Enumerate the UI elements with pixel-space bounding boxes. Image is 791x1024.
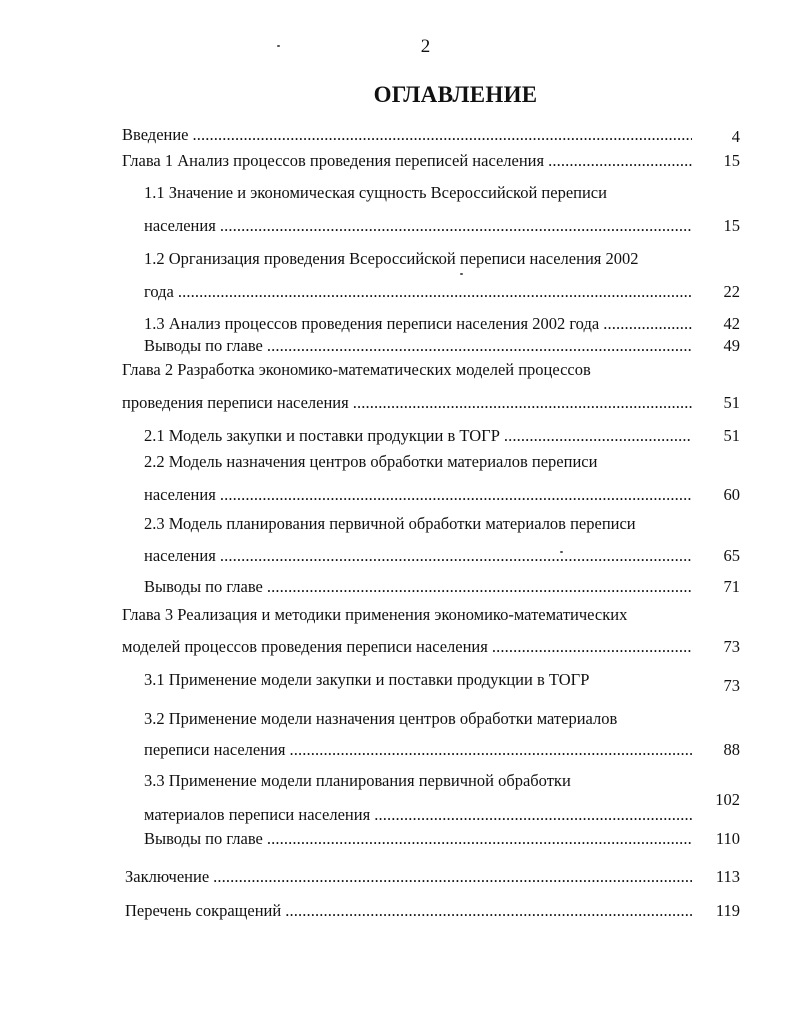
dot-leader xyxy=(178,282,692,302)
toc-entry-chapter-1[interactable] xyxy=(122,151,692,171)
toc-entry-text: Перечень сокращений xyxy=(125,901,282,920)
toc-entry-text: проведения переписи населения xyxy=(122,393,349,412)
scan-speck xyxy=(460,273,463,275)
toc-entry-1-2[interactable] xyxy=(144,282,692,302)
toc-entry-2-3[interactable] xyxy=(144,546,692,566)
toc-entry-text: переписи населения xyxy=(144,740,286,759)
toc-entry-3-2[interactable] xyxy=(144,740,692,760)
toc-entry-1-2-line1[interactable]: 1.2 Организация проведения Всероссийской переписи населения 2002 xyxy=(144,249,639,268)
toc-page-number: 73 xyxy=(723,676,740,695)
toc-entry-text: Выводы по главе xyxy=(144,336,263,355)
toc-page-number: 49 xyxy=(723,336,740,355)
toc-entry-text: Глава 1 Анализ процессов проведения переписей населения xyxy=(122,151,545,170)
toc-entry-text: материалов переписи населения xyxy=(144,805,371,824)
toc-page-number: 73 xyxy=(723,637,740,656)
toc-entry-text: населения xyxy=(144,485,216,504)
toc-page-number: 65 xyxy=(723,546,740,565)
toc-page-number: 4 xyxy=(731,127,740,146)
dot-leader xyxy=(213,867,692,887)
toc-entry-abbreviations[interactable] xyxy=(125,901,692,921)
page-number: 2 xyxy=(420,36,431,57)
toc-entry-text: 2.1 Модель закупки и поставки продукции в ТОГР xyxy=(144,426,500,445)
dot-leader xyxy=(267,577,692,597)
toc-page-number: 22 xyxy=(723,282,740,301)
toc-entry-2-2-line1[interactable]: 2.2 Модель назначения центров обработки материалов переписи xyxy=(144,452,598,471)
dot-leader xyxy=(267,336,692,356)
toc-page-number: 119 xyxy=(715,901,740,920)
dot-leader xyxy=(220,216,692,236)
toc-page-number: 71 xyxy=(723,577,740,596)
toc-page-number: 113 xyxy=(715,867,740,886)
toc-page-number: 51 xyxy=(723,393,740,412)
toc-entry-2-1[interactable] xyxy=(144,426,692,446)
toc-entry-text: года xyxy=(144,282,174,301)
toc-entry-3-2-line1[interactable]: 3.2 Применение модели назначения центров обработки материалов xyxy=(144,709,618,728)
toc-entry-chapter-3-line1[interactable]: Глава 3 Реализация и методики применения экономико-математических xyxy=(122,605,628,624)
toc-entry-chapter-1-conclusions[interactable] xyxy=(144,336,692,356)
toc-entry-text: Выводы по главе xyxy=(144,577,263,596)
toc-entry-text: Выводы по главе xyxy=(144,829,263,848)
toc-entry-text: населения xyxy=(144,216,216,235)
toc-entry-3-3-line1[interactable]: 3.3 Применение модели планирования первичной обработки xyxy=(144,771,571,790)
toc-page-number: 60 xyxy=(723,485,740,504)
toc-title: ОГЛАВЛЕНИЕ xyxy=(373,82,538,107)
toc-entry-1-3[interactable] xyxy=(144,314,692,334)
dot-leader xyxy=(374,805,692,825)
toc-entry-chapter-3-conclusions[interactable] xyxy=(144,829,692,849)
toc-entry-chapter-2[interactable] xyxy=(122,393,692,413)
toc-entry-chapter-2-conclusions[interactable] xyxy=(144,577,692,597)
toc-entry-conclusion[interactable] xyxy=(125,867,692,887)
dot-leader xyxy=(603,314,692,334)
toc-entry-text: Введение xyxy=(122,125,189,144)
dot-leader xyxy=(285,901,692,921)
toc-entry-2-3-line1[interactable]: 2.3 Модель планирования первичной обработки материалов переписи xyxy=(144,514,636,533)
toc-entry-text: 1.3 Анализ процессов проведения переписи населения 2002 года xyxy=(144,314,600,333)
toc-entry-1-1[interactable] xyxy=(144,216,692,236)
toc-entry-1-1-line1[interactable]: 1.1 Значение и экономическая сущность Всероссийской переписи xyxy=(144,183,607,202)
toc-entry-text: моделей процессов проведения переписи населения xyxy=(122,637,488,656)
toc-page-number: 102 xyxy=(715,790,740,809)
dot-leader xyxy=(504,426,692,446)
toc-page-number: 15 xyxy=(723,151,740,170)
toc-entry-3-1[interactable]: 3.1 Применение модели закупки и поставки продукции в ТОГР xyxy=(144,670,590,689)
toc-entry-2-2[interactable] xyxy=(144,485,692,505)
toc-page-number: 42 xyxy=(723,314,740,333)
dot-leader xyxy=(220,485,692,505)
toc-page-number: 88 xyxy=(723,740,740,759)
dot-leader xyxy=(548,151,692,171)
dot-leader xyxy=(492,637,692,657)
toc-entry-3-3[interactable] xyxy=(144,805,692,825)
toc-entry-text: Заключение xyxy=(125,867,210,886)
dot-leader xyxy=(193,125,692,145)
toc-entry-chapter-2-line1[interactable]: Глава 2 Разработка экономико-математических моделей процессов xyxy=(122,360,591,379)
toc-entry-intro[interactable] xyxy=(122,125,692,145)
dot-leader xyxy=(220,546,692,566)
toc-page-number: 51 xyxy=(723,426,740,445)
dot-leader xyxy=(353,393,692,413)
dot-leader xyxy=(289,740,692,760)
toc-entry-text: населения xyxy=(144,546,216,565)
toc-page-number: 15 xyxy=(723,216,740,235)
toc-entry-chapter-3[interactable] xyxy=(122,637,692,657)
dot-leader xyxy=(267,829,692,849)
toc-page-number: 110 xyxy=(715,829,740,848)
